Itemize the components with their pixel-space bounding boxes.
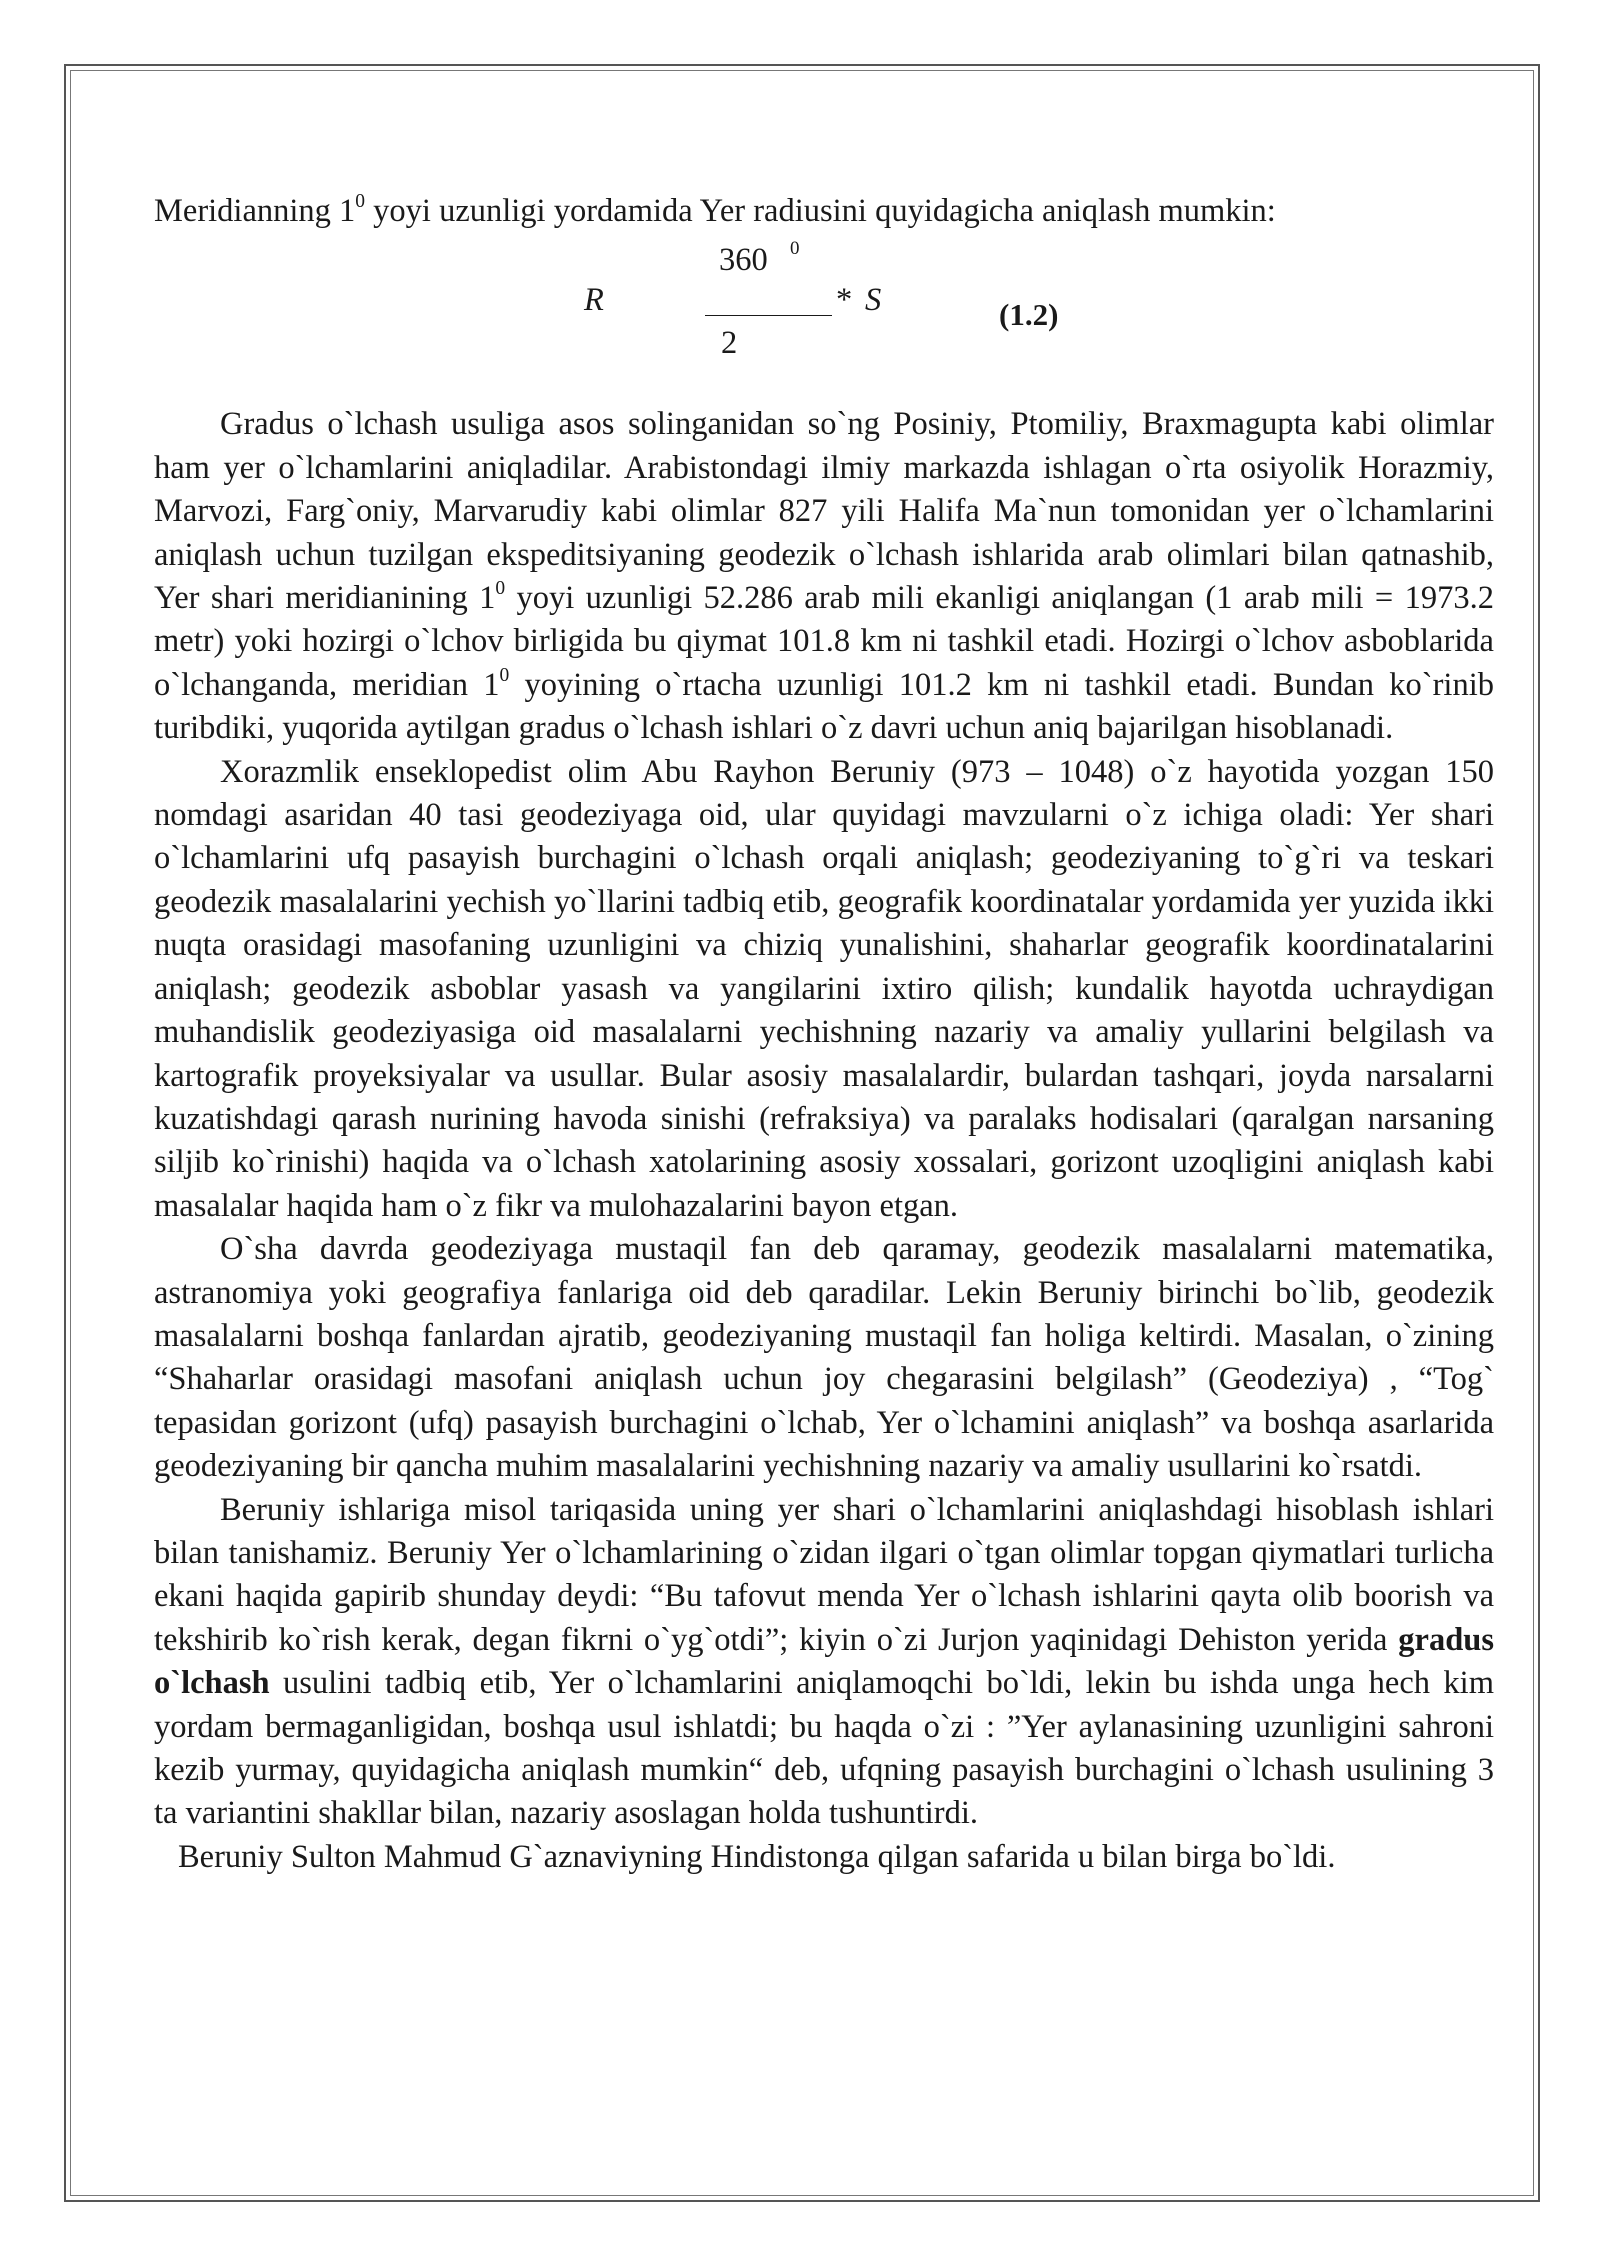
formula-rhs-variable: S: [865, 282, 882, 319]
fraction-bar: [705, 315, 832, 316]
intro-sentence: Meridianning $1^0$ yoyi uzunligi yordamida Yer radiusini quyidagicha aniqlash mumkin:: [154, 191, 1276, 229]
paragraph-3: O`sha davrda geodeziyaga mustaqil fan deb qaramay, geodezik masalalarni matematika, astranomiya yoki geografiya fanlariga oid deb qaradilar. Lekin Beruniy birinchi bo`lib, geodezik masalalarni boshqa fanlardan ajratib, geodeziyaning mustaqil fan holiga keltirdi. Masalan, o`zining “Shaharlar orasidagi masofani aniqlash uchun joy chegarasini belgilash” (Geodeziya) , “Tog` tepasidan gorizont (ufq) pasayish burchagini o`lchab, Yer o`lchamini aniqlash” va boshqa asarlarida geodeziyaning bir qancha muhim masalalarini yechishning nazariy va amaliy usullarini ko`rsatdi.: [154, 1231, 1494, 1485]
formula-numerator: 360: [719, 242, 768, 279]
document-body: [154, 190, 1494, 1879]
formula-1-2: [154, 239, 1494, 369]
paragraph-1: Gradus o`lchash usuliga asos solinganidan so`ng Posiniy, Ptomiliy, Braxmagupta kabi olimlar ham yer o`lchamlarini aniqladilar. Arabistondagi ilmiy markazda ishlagan o`rta osiyolik Horazmiy, Marvozi, Farg`oniy, Marvarudiy kabi olimlar 827 yili Halifa Ma`nun tomonidan yer o`lchamlarini aniqlash uchun tuzilgan ekspeditsiyaning geodezik o`lchash ishlarida arab olimlari bilan qatnashib, Yer shari meridianining $1^0$ yoyi uzunligi 52.286 arab mili ekanligi aniqlangan (1 arab mili = 1973.2 metr) yoki hozirgi o`lchov birligida bu qiymat 101.8 km ni tashkil etadi. Hozirgi o`lchov asboblarida o`lchanganda, meridian $1^0$ yoyining o`rtacha uzunligi 101.2 km ni tashkil etadi. Bundan ko`rinib turibdiki, yuqorida aytilgan gradus o`lchash ishlari o`z davri uchun aniq bajarilgan hisoblanadi.: [154, 406, 1494, 747]
formula-operator: *: [836, 282, 853, 319]
paragraph-4: Beruniy ishlariga misol tariqasida uning yer shari o`lchamlarini aniqlashdagi hisoblash ishlari bilan tanishamiz. Beruniy Yer o`lchamlarining o`zidan ilgari o`tgan olimlar topgan qiymatlari turlicha ekani haqida gapirib shunday deydi: “Bu tafovut menda Yer o`lchash ishlarini qayta olib boorish va tekshirib ko`rish kerak, degan fikrni o`yg`otdi”; kiyin o`zi Jurjon yaqinidagi Dehiston yerida gradus o`lchash usulini tadbiq etib, Yer o`lchamlarini aniqlamoqchi bo`ldi, lekin bu ishda unga hech kim yordam bermaganligidan, boshqa usul ishlatdi; bu haqda o`zi : ”Yer aylanasining uzunligini sahroni kezib yurmay, quyidagicha aniqlash mumkin“ deb, ufqning pasayish burchagini o`lchash usulining 3 ta variantini shakllar bilan, nazariy asoslagan holda tushuntirdi.: [154, 1491, 1494, 1832]
formula-numerator-degree: 0: [790, 238, 800, 260]
formula-number: (1.2): [999, 297, 1059, 333]
degree-superscript: 0: [355, 191, 366, 213]
formula-lhs: R: [584, 282, 604, 319]
bold-term: gradus o`lchash: [154, 1621, 1494, 1702]
paragraph-2: Xorazmlik enseklopedist olim Abu Rayhon Beruniy (973 – 1048) o`z hayotida yozgan 150 nomdagi asaridan 40 tasi geodeziyaga oid, ular quyidagi mavzularni o`z ichiga oladi: Yer shari o`lchamlarini ufq pasayish burchagini o`lchash orqali aniqlash; geodeziyaning to`g`ri va teskari geodezik masalalarini yechish yo`llarini tadbiq etib, geografik koordinatalar yordamida yer yuzida ikki nuqta orasidagi masofaning uzunligini va chiziq yunalishini, shaharlar geografik koordinatalarini aniqlash; geodezik asboblar yasash va yangilarini ixtiro qilish; kundalik hayotda uchraydigan muhandislik geodeziyasiga oid masalalarni yechishning nazariy va amaliy yullarini belgilash va kartografik proyeksiyalar va usullar. Bular asosiy masalalardir, bulardan tashqari, joyda narsalarni kuzatishdagi qarash nurining havoda sinishi (refraksiya) va paralaks hodisalari (qaralgan narsaning siljib ko`rinishi) haqida va o`lchash xatolarining asosiy xossalari, gorizont uzoqligini aniqlash kabi masalalar haqida ham o`z fikr va mulohazalarini bayon etgan.: [154, 753, 1494, 1224]
paragraph-5: Beruniy Sulton Mahmud G`aznaviyning Hindistonga qilgan safarida u bilan birga bo`ldi.: [178, 1838, 1336, 1875]
formula-denominator: 2: [721, 325, 738, 362]
